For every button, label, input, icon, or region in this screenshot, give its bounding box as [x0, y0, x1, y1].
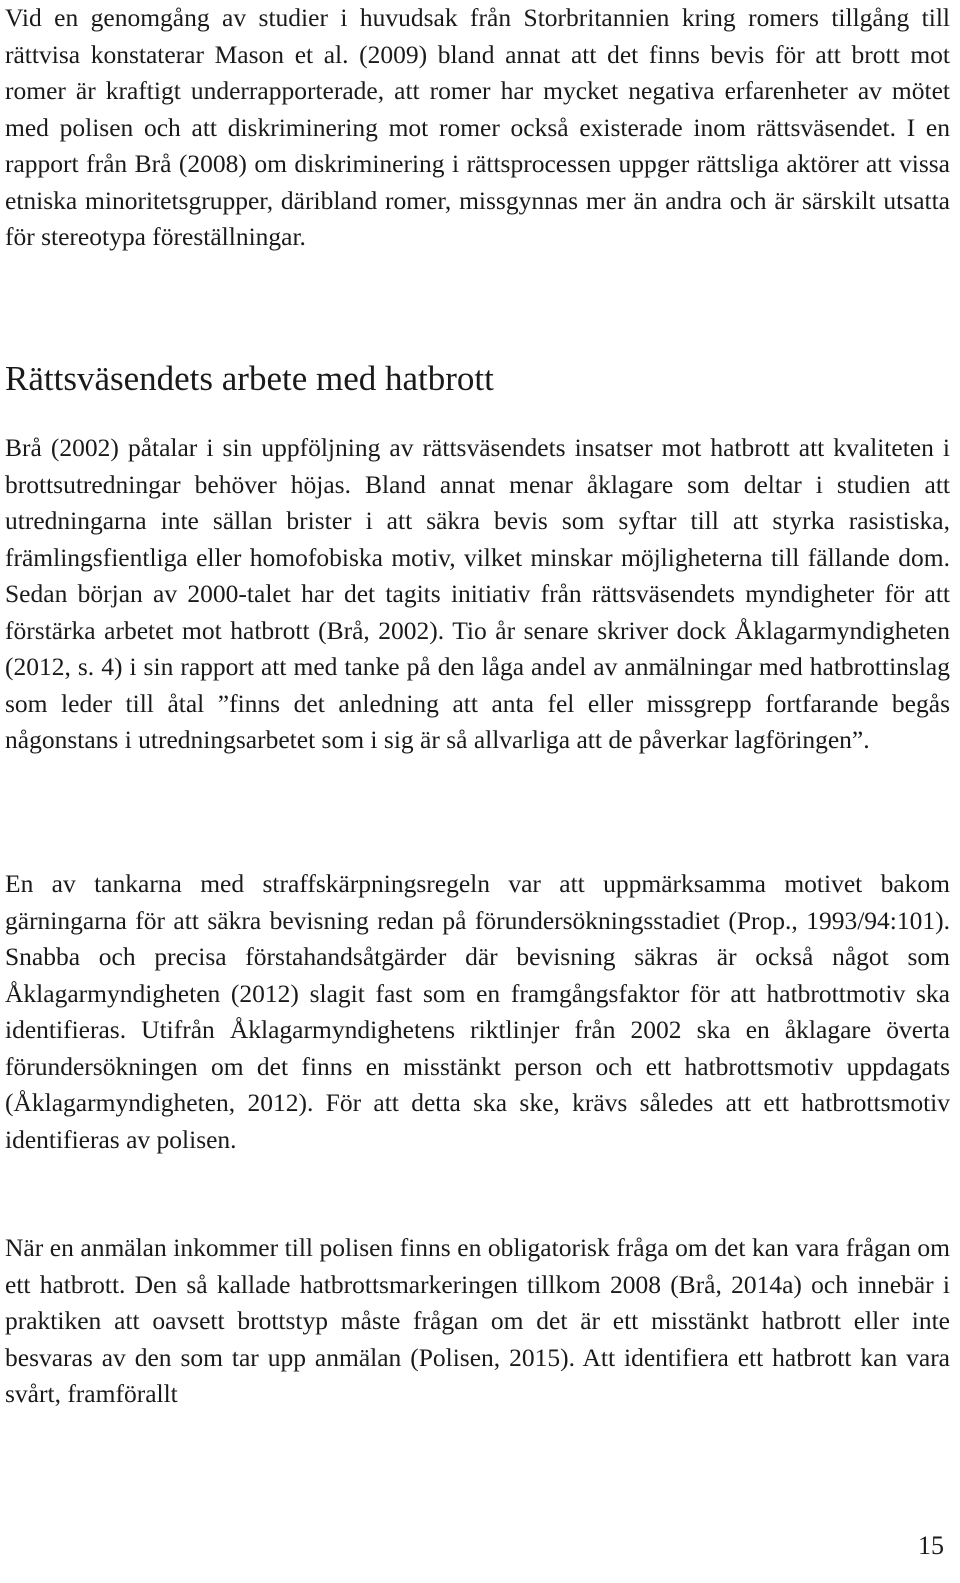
body-paragraph-3: En av tankarna med straffskärpningsregeln var att uppmärksamma motivet bakom gärningarna för att säkra bevisning redan på förundersökningsstadiet (Prop., 1993/94:101). Snabba och precisa förstahandsåtgärder där bevisning säkras är också något som Åklagarmyndigheten (2012) slagit fast som en framgångsfaktor för att hatbrottmotiv ska identifieras. Utifrån Åklagarmyndighetens riktlinjer från 2002 ska en åklagare överta förundersökningen om det finns en misstänkt person och ett hatbrottsmotiv uppdagats (Åklagarmyndigheten, 2012). För att detta ska ske, krävs således att ett hatbrottsmotiv identifieras av polisen. [5, 869, 950, 1154]
body-paragraph-4: När en anmälan inkommer till polisen finns en obligatorisk fråga om det kan vara frågan om ett hatbrott. Den så kallade hatbrottsmarkeringen tillkom 2008 (Brå, 2014a) och innebär i praktiken att oavsett brottstyp måste frågan om det är ett misstänkt hatbrott eller inte besvaras av den som tar upp anmälan (Polisen, 2015). Att identifiera ett hatbrott kan vara svårt, framförallt [5, 1233, 950, 1408]
page-number: 15 [918, 1531, 944, 1560]
section-heading: Rättsväsendets arbete med hatbrott [5, 359, 494, 398]
body-paragraph-2: Brå (2002) påtalar i sin uppföljning av rättsväsendets insatser mot hatbrott att kvaliteten i brottsutredningar behöver höjas. Bland annat menar åklagare som deltar i studien att utredningarna inte sällan brister i att säkra bevis som syftar till att styrka rasistiska, främlingsfientliga eller homofobiska motiv, vilket minskar möjligheterna till fällande dom. Sedan början av 2000-talet har det tagits initiativ från rättsväsendets myndigheter för att förstärka arbetet mot hatbrott (Brå, 2002). Tio år senare skriver dock Åklagarmyndigheten (2012, s. 4) i sin rapport att med tanke på den låga andel av anmälningar med hatbrottinslag som leder till åtal ”finns det anledning att anta fel eller missgrepp fortfarande begås någonstans i utredningsarbetet som i sig är så allvarliga att de påverkar lagföringen”. [5, 433, 950, 754]
body-paragraph-1: Vid en genomgång av studier i huvudsak från Storbritannien kring romers tillgång till rättvisa konstaterar Mason et al. (2009) bland annat att det finns bevis för att brott mot romer är kraftigt underrapporterade, att romer har mycket negativa erfarenheter av mötet med polisen och att diskriminering mot romer också existerade inom rättsväsendet. I en rapport från Brå (2008) om diskriminering i rättsprocessen uppger rättsliga aktörer att vissa etniska minoritetsgrupper, däribland romer, missgynnas mer än andra och är särskilt utsatta för stereotypa föreställningar. [5, 3, 950, 251]
